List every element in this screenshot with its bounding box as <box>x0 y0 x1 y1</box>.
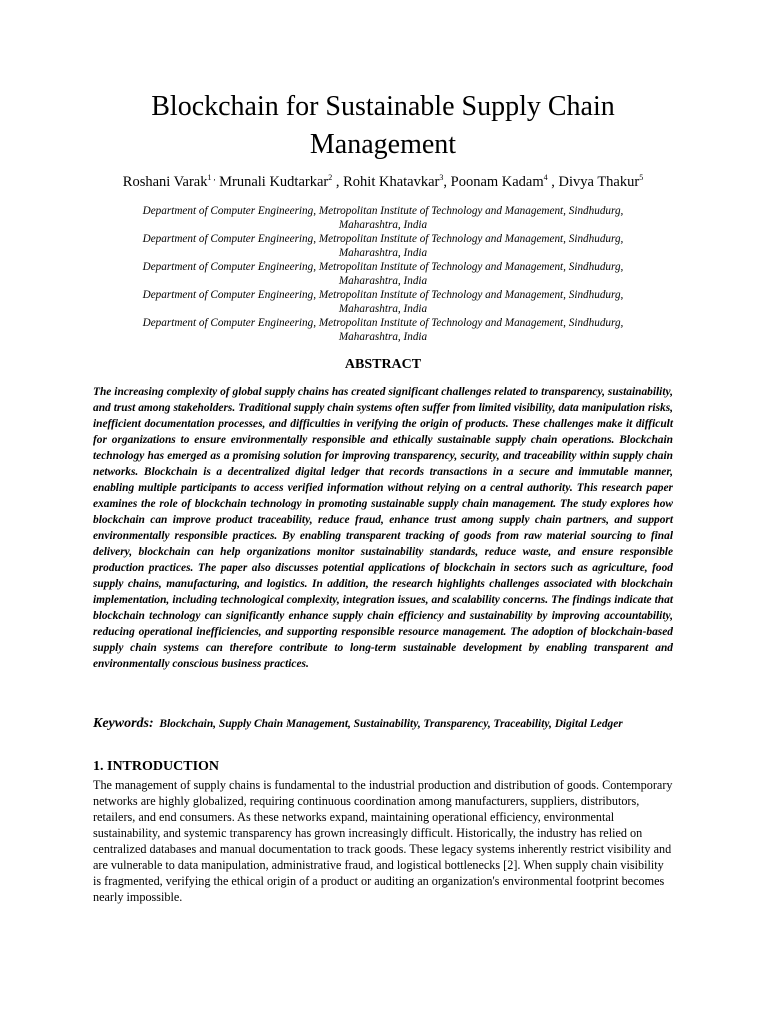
affiliation-list <box>93 204 673 344</box>
author-name: Divya Thakur <box>558 174 640 190</box>
section-heading-introduction: 1. INTRODUCTION <box>93 759 220 774</box>
abstract-heading: ABSTRACT <box>344 357 422 372</box>
author-affiliation-mark: 1 , <box>207 173 216 182</box>
keywords <box>93 716 673 732</box>
author-name: Poonam Kadam <box>450 174 544 190</box>
author-list: Roshani Varak$^{1 ,}$ Mrunali Kudtarkar$^2$ , Rohit Khatavkar$^3$, Poonam Kadam$^4$ , Divya Thakur$^5$ <box>122 173 644 190</box>
paper-title: Blockchain for Sustainable Supply Chain Management <box>151 91 615 160</box>
affiliation <box>93 316 673 344</box>
affiliation <box>93 288 673 316</box>
affiliation-line: Maharashtra, India <box>338 275 428 287</box>
author-affiliation-mark: 3 <box>439 173 444 182</box>
affiliation <box>93 204 673 232</box>
keywords-text: Blockchain, Supply Chain Management, Sustainability, Transparency, Traceability, Digital Ledger <box>159 718 623 730</box>
affiliation-line: Department of Computer Engineering, Metropolitan Institute of Technology and Management, Sindhudurg, <box>142 233 624 245</box>
affiliation-line: Department of Computer Engineering, Metropolitan Institute of Technology and Management, Sindhudurg, <box>142 205 624 217</box>
affiliation-line: Maharashtra, India <box>338 331 428 343</box>
affiliation-line: Maharashtra, India <box>338 303 428 315</box>
keywords-label: Keywords: <box>93 716 154 731</box>
affiliation-line: Department of Computer Engineering, Metropolitan Institute of Technology and Management, Sindhudurg, <box>142 317 624 329</box>
introduction-text: The management of supply chains is fundamental to the industrial production and distribution of goods. Contemporary networks are highly globalized, requiring continuous coordination among manufacturers, suppliers, distributors, retailers, and end consumers. As these networks expand, maintaining operational efficiency, environmental sustainability, and systemic transparency has grown increasingly difficult. Historically, the industry has relied on centralized databases and manual documentation to track goods. These legacy systems inherently restrict visibility and are vulnerable to data manipulation, administrative fraud, and logistical bottlenecks [2]. When supply chain visibility is fragmented, verifying the ethical origin of a product or auditing an organization's environmental footprint becomes nearly impossible. <box>93 778 673 904</box>
affiliation-line: Department of Computer Engineering, Metropolitan Institute of Technology and Management, Sindhudurg, <box>142 261 624 273</box>
affiliation-line: Department of Computer Engineering, Metropolitan Institute of Technology and Management, Sindhudurg, <box>142 289 624 301</box>
author-affiliation-mark: 4 <box>543 173 548 182</box>
affiliation <box>93 232 673 260</box>
author-name: Roshani Varak <box>122 174 208 190</box>
author-name: Mrunali Kudtarkar <box>219 174 329 190</box>
affiliation-line: Maharashtra, India <box>338 247 428 259</box>
affiliation-line: Maharashtra, India <box>338 219 428 231</box>
affiliation <box>93 260 673 288</box>
abstract-text: The increasing complexity of global supply chains has created significant challenges related to transparency, sustainability, and trust among stakeholders. Traditional supply chain systems often suffer from limited visibility, data manipulation risks, inefficient documentation processes, and difficulties in verifying the origin of products. These challenges make it difficult for organizations to ensure environmentally responsible and ethically sustainable supply chain operations. Blockchain technology has emerged as a promising solution for improving transparency, security, and traceability within supply chain networks. Blockchain is a decentralized digital ledger that records transactions in a secure and immutable manner, enabling multiple participants to access verified information without relying on a central authority. This research paper examines the role of blockchain technology in promoting sustainable supply chain management. The study explores how blockchain can improve product traceability, reduce fraud, enhance trust among supply chain partners, and support environmentally responsible practices. By enabling transparent tracking of goods from raw material sourcing to final delivery, blockchain can help organizations monitor sustainability standards, reduce waste, and ensure responsible production practices. The paper also discusses potential applications of blockchain in sectors such as agriculture, food supply chains, manufacturing, and logistics. In addition, the research highlights challenges associated with blockchain implementation, including technological complexity, integration issues, and scalability concerns. The findings indicate that blockchain technology can significantly enhance supply chain efficiency and sustainability by improving accountability, reducing operational inefficiencies, and supporting responsible resource management. The adoption of blockchain-based supply chain systems can therefore contribute to long-term sustainable development by enabling transparent and environmentally conscious business practices. <box>93 386 673 670</box>
author-affiliation-mark: 2 <box>328 173 333 182</box>
author-name: Rohit Khatavkar <box>343 174 440 190</box>
author-affiliation-mark: 5 <box>639 173 644 182</box>
